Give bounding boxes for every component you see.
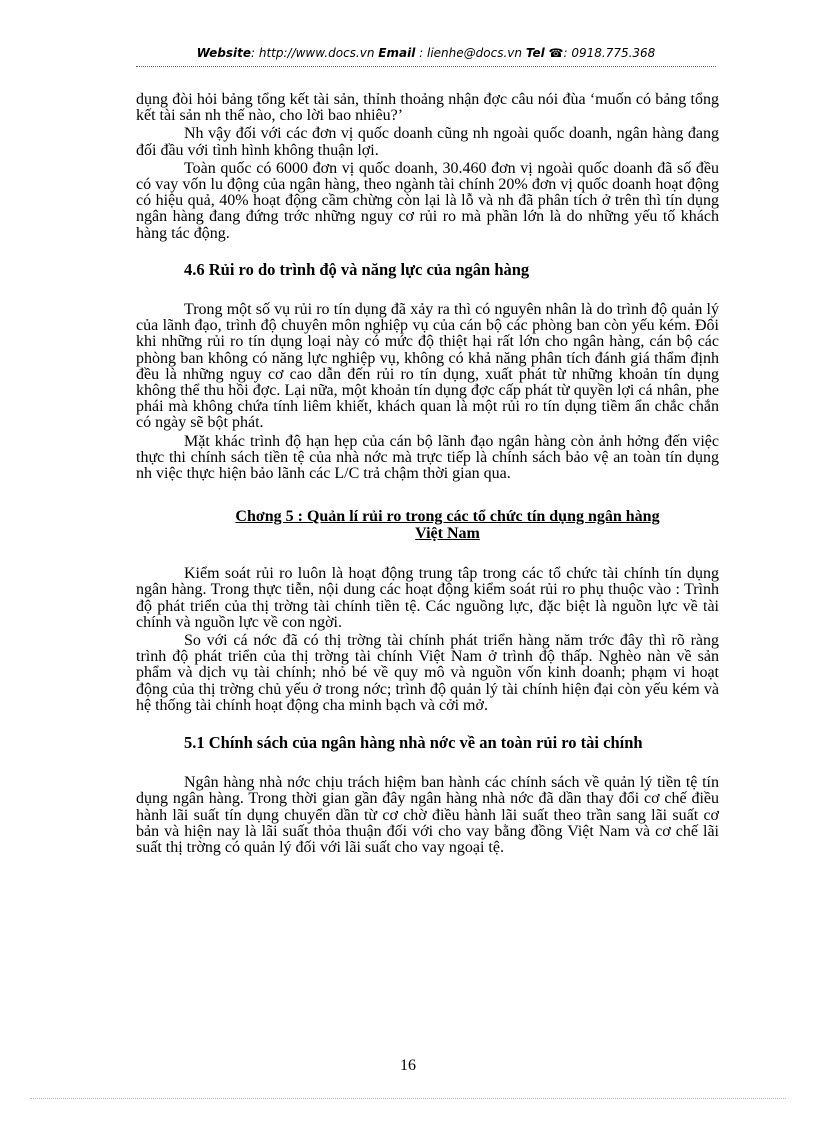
paragraph: So với cá nớc đã có thị trờng tài chính phát triển hàng năm trớc đây thì rõ ràng trình độ phát triển của thị trờng tài chính Việt Nam ở trình độ thấp. Nghèo nàn về sản phẩm và dịch vụ tài chính; nhỏ bé về quy mô và nguồn vốn kinh doanh; phạm vi hoạt động của thị trờng chủ yếu ở trong nớc; trình độ quản lý tài chính hiện đại còn yếu kém và hệ thống tài chính hoạt động cha minh bạch và cởi mở. [136,632,719,714]
page-content [136,92,719,858]
section-heading-5-1: 5.1 Chính sách của ngân hàng nhà nớc về an toàn rủi ro tài chính [184,733,643,753]
paragraph: Ngân hàng nhà nớc chịu trách hiệm ban hành các chính sách về quản lý tiền tệ tín dụng ngân hàng. Trong thời gian gần đây ngân hàng nhà nớc đã dần thay đổi cơ chế điều hành lãi suất tín dụng chuyển dần từ cơ chờ điều hành lãi suất theo trần sang lãi suất cơ bản và hiện nay là lãi suất thỏa thuận đối với cho vay bằng đồng Việt Nam và cơ chế lãi suất thị trờng có quản lý đối với lãi suất cho vay ngoại tệ. [136,774,719,856]
tel-label: Tel [525,46,545,60]
page-header [136,46,716,60]
page-number: 16 [400,1057,416,1074]
header-divider [136,66,716,67]
paragraph: Mặt khác trình độ hạn hẹp của cán bộ lãnh đạo ngân hàng còn ảnh hởng đến việc thực thi chính sách tiền tệ của nhà nớc mà trực tiếp là chính sách bảo vệ an toàn tín dụng nh việc thực hiện bảo lãnh các L/C trả chậm thời gian qua. [136,432,719,483]
website-value: : http://www.docs.vn [251,46,375,60]
paragraph: Toàn quốc có 6000 đơn vị quốc doanh, 30.460 đơn vị ngoài quốc doanh đã số đều có vay vốn lu động của ngân hàng, theo ngành tài chính 20% đơn vị quốc doanh hoạt động có hiệu quả, 40% hoạt động cầm chừng còn lại là lỗ và nh đã phân tích ở trên thì tín dụng ngân hàng đang đứng trớc những nguy cơ rủi ro mà phần lớn là do những yếu tố khách hàng tác động. [136,159,719,242]
chapter-heading [136,508,719,542]
paragraph: Nh vậy đối với các đơn vị quốc doanh cũng nh ngoài quốc doanh, ngân hàng đang đối đầu với tình hình không thuận lợi. [136,125,719,159]
tel-value: : 0918.775.368 [563,46,656,60]
chapter-title-line1: Chơng 5 : Quản lí rủi ro trong các tổ chức tín dụng ngân hàng [235,508,660,526]
paragraph: dụng đòi hỏi bảng tổng kết tài sản, thỉnh thoảng nhận đợc câu nói đùa ‘muốn có bảng tổng kết tài sản nh thế nào, cho lời bao nhiêu?’ [136,91,719,125]
email-value: : lienhe@docs.vn [419,46,522,60]
section-heading-4-6: 4.6 Rủi ro do trình độ và năng lực của ngân hàng [184,259,530,279]
email-label: Email [378,46,416,60]
chapter-title-line2: Việt Nam [415,525,480,543]
paragraph: Kiểm soát rủi ro luôn là hoạt động trung tâp trong các tổ chức tài chính tín dụng ngân hàng. Trong thực tiễn, nội dung các hoạt động kiểm soát rủi ro phụ thuộc vào : Trình độ phát triển của thị trờng tài chính tiền tệ. Các nguồng lực, đặc biệt là nguồn lực về tài chính và nguồn lực về con ngời. [136,565,719,631]
footer-divider [30,1098,786,1099]
paragraph: Trong một số vụ rủi ro tín dụng đã xảy ra thì có nguyên nhân là do trình độ quản lý của lãnh đạo, trình độ chuyên môn nghiệp vụ của cán bộ các phòng ban còn yếu kém. Đôi khi những rủi ro tín dụng loại này có mức độ thiệt hại rất lớn cho ngân hàng, cán bộ các phòng ban không có năng lực nghiệp vụ, không có khả năng phân tích đánh giá thẩm định đều là những nguy cơ cao dẫn đến rủi ro tín dụng, xuất phát từ những khoản tín dụng không thể thu hồi đợc. Lại nữa, một khoản tín dụng đợc cấp phát từ quyền lợi cá nhân, phe phái mà không chứa tính liêm khiết, khách quan là một rủi ro tín dụng tiềm ẩn chắc chắn có ngày sẽ bột phát. [136,301,719,432]
website-label: Website [196,46,251,60]
phone-icon: ☎ [548,46,564,60]
